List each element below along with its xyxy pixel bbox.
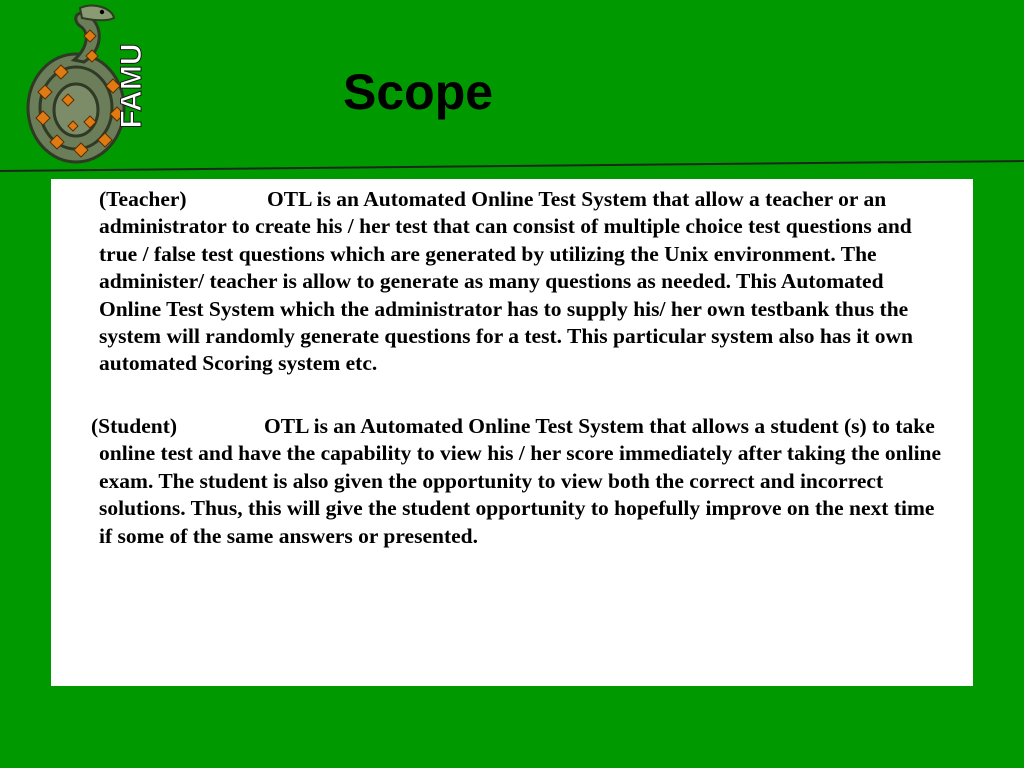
rattlesnake-icon: [14, 0, 146, 172]
logo-text: FAMU: [115, 43, 146, 129]
student-text: OTL is an Automated Online Test System that allows a student (s) to take online test and have the capability to view his / her score immediately after taking the online exam. The student is also given the opportunity to view both the correct and incorrect solutions. Thus, this will give the student opportunity to hopefully improve on the next time if some of the same answers or presented.: [99, 414, 942, 548]
teacher-paragraph: [99, 186, 949, 378]
famu-logo: [14, 0, 146, 172]
teacher-label: (Teacher): [99, 187, 187, 211]
content-panel: [51, 179, 973, 686]
slide-title: Scope: [343, 64, 494, 120]
student-paragraph: [91, 413, 949, 550]
student-label: (Student): [91, 414, 178, 438]
teacher-text: OTL is an Automated Online Test System that allow a teacher or an administrator to create his / her test that can consist of multiple choice test questions and true / false test questions which are generated by utilizing the Unix environment. The administer/ teacher is allow to generate as many questions as needed. This Automated Online Test System which the administrator has to supply his/ her own testbank thus the system will randomly generate questions for a test. This particular system also has it own automated Scoring system etc.: [99, 187, 914, 376]
title-divider: [0, 160, 1024, 174]
